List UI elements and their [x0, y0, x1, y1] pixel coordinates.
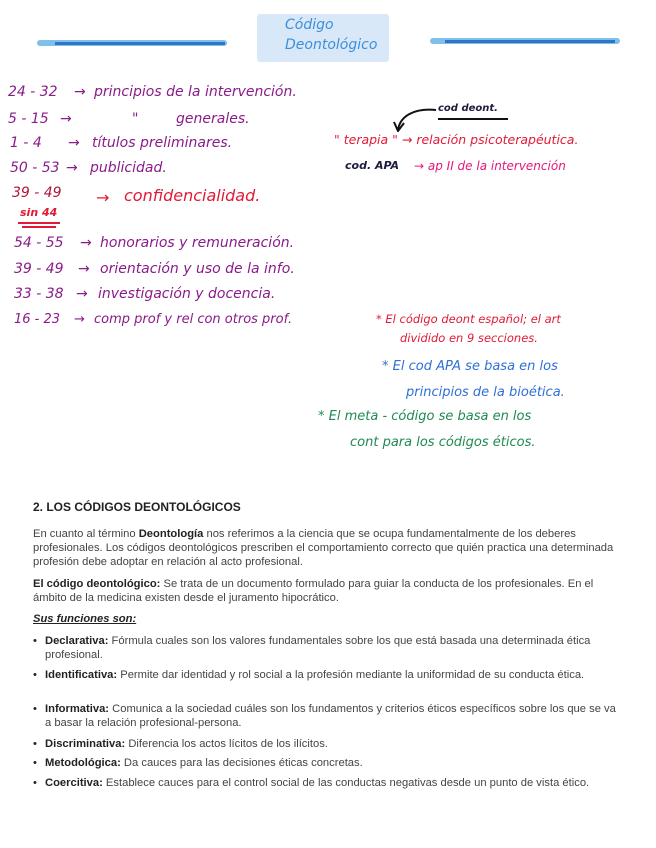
function-name: Metodológica: — [45, 757, 121, 769]
curved-arrow-icon — [392, 102, 442, 132]
note-range: 50 - 53 — [10, 160, 60, 176]
note-text: investigación y docencia. — [98, 286, 276, 302]
note-range: 1 - 4 — [10, 135, 42, 151]
green-note-line-2: cont para los códigos éticos. — [350, 435, 536, 450]
exception-underline — [22, 226, 56, 228]
function-name: Declarativa: — [45, 635, 109, 647]
function-item — [33, 776, 619, 790]
note-arrow: → — [96, 188, 110, 207]
apa-prefix: cod. APA — [345, 159, 400, 172]
note-range: 54 - 55 — [14, 235, 64, 251]
note-text: confidencialidad. — [124, 186, 261, 205]
blue-note-line-2: principios de la bioética. — [406, 385, 565, 400]
function-item — [33, 702, 619, 730]
note-text: honorarios y remuneración. — [100, 235, 295, 251]
note-text: títulos preliminares. — [92, 135, 233, 151]
note-range: 39 - 49 — [12, 185, 62, 201]
p1-rest: nos referimos a la ciencia que se ocupa fundamentalmente de los deberes profesionales. Los códigos deontológicos prescriben el comportamiento correcto que quién practica una determinada profesión debe adoptar en relación al acto profesional. — [33, 528, 614, 568]
apa-line: → ap II de la intervención — [414, 159, 566, 173]
note-arrow: → — [68, 135, 80, 151]
note-text: orientación y uso de la info. — [100, 261, 295, 277]
note-range: 39 - 49 — [14, 261, 64, 277]
function-item — [33, 756, 619, 770]
note-range: 5 - 15 — [8, 111, 49, 127]
function-text: Permite dar identidad y rol social a la profesión mediante la uniformidad de su conducta ética. — [117, 669, 585, 681]
function-name: Coercitiva: — [45, 777, 103, 789]
function-item — [33, 668, 619, 682]
function-item — [33, 737, 619, 751]
function-name: Discriminativa: — [45, 738, 126, 750]
exception-underline — [18, 222, 60, 224]
section-heading: 2. LOS CÓDIGOS DEONTOLÓGICOS — [33, 500, 241, 514]
title-line-2: Deontológico — [285, 37, 378, 53]
function-name: Identificativa: — [45, 669, 118, 681]
note-text: principios de la intervención. — [94, 84, 297, 100]
function-text: Da cauces para las decisiones éticas concretas. — [120, 757, 363, 769]
note-ditto: " — [132, 111, 139, 127]
functions-heading-text: Sus funciones son: — [33, 613, 137, 625]
note-arrow: → — [76, 286, 88, 302]
note-range: 16 - 23 — [14, 312, 61, 327]
function-text: Comunica a la sociedad cuáles son los fundamentos y criterios éticos específicos sobre los que se va a basar la relación profesional-persona. — [45, 703, 616, 729]
note-exception: sin 44 — [20, 206, 58, 219]
paragraph-deontologia — [33, 527, 619, 569]
title-underline-left — [55, 42, 225, 45]
green-note-line-1: * El meta - código se basa en los — [318, 409, 532, 424]
note-range: 24 - 32 — [8, 84, 58, 100]
cod-deont-label: cod deont. — [438, 103, 498, 114]
note-arrow: → — [74, 84, 86, 100]
note-text: comp prof y rel con otros prof. — [94, 312, 293, 327]
functions-heading — [33, 612, 619, 626]
cod-deont-underline — [438, 118, 508, 120]
note-arrow: → — [60, 111, 72, 127]
note-range: 33 - 38 — [14, 286, 64, 302]
function-item — [33, 634, 619, 662]
note-arrow: → — [78, 261, 90, 277]
note-text: generales. — [176, 111, 250, 127]
function-name: Informativa: — [45, 703, 110, 715]
p2-rest: Se trata de un documento formulado para guiar la conducta de los profesionales. En el ámbito de la medicina existen desde el juramento hipocrático. — [33, 578, 594, 604]
p1-start: En cuanto al término — [33, 528, 139, 540]
note-text: publicidad. — [90, 160, 167, 176]
paragraph-codigo — [33, 577, 619, 605]
red-note-line-1: * El código deont español; el art — [376, 312, 561, 326]
p2-term: El código deontológico: — [33, 578, 161, 590]
terapia-line: " terapia " → relación psicoterapéutica. — [334, 132, 579, 147]
blue-note-line-1: * El cod APA se basa en los — [382, 359, 558, 374]
function-text: Diferencia los actos lícitos de los ilícitos. — [125, 738, 328, 750]
p1-term: Deontología — [138, 528, 204, 540]
note-arrow: → — [66, 160, 78, 176]
title-underline-right — [445, 40, 615, 43]
note-arrow: → — [80, 235, 92, 251]
note-arrow: → — [74, 312, 85, 327]
function-text: Establece cauces para el control social de las conductas negativas desde un punto de vista ético. — [102, 777, 590, 789]
function-text: Fórmula cuales son los valores fundamentales sobre los que está basada una determinada ética profesional. — [45, 635, 591, 661]
red-note-line-2: dividido en 9 secciones. — [400, 331, 538, 345]
title-line-1: Código — [285, 17, 334, 33]
